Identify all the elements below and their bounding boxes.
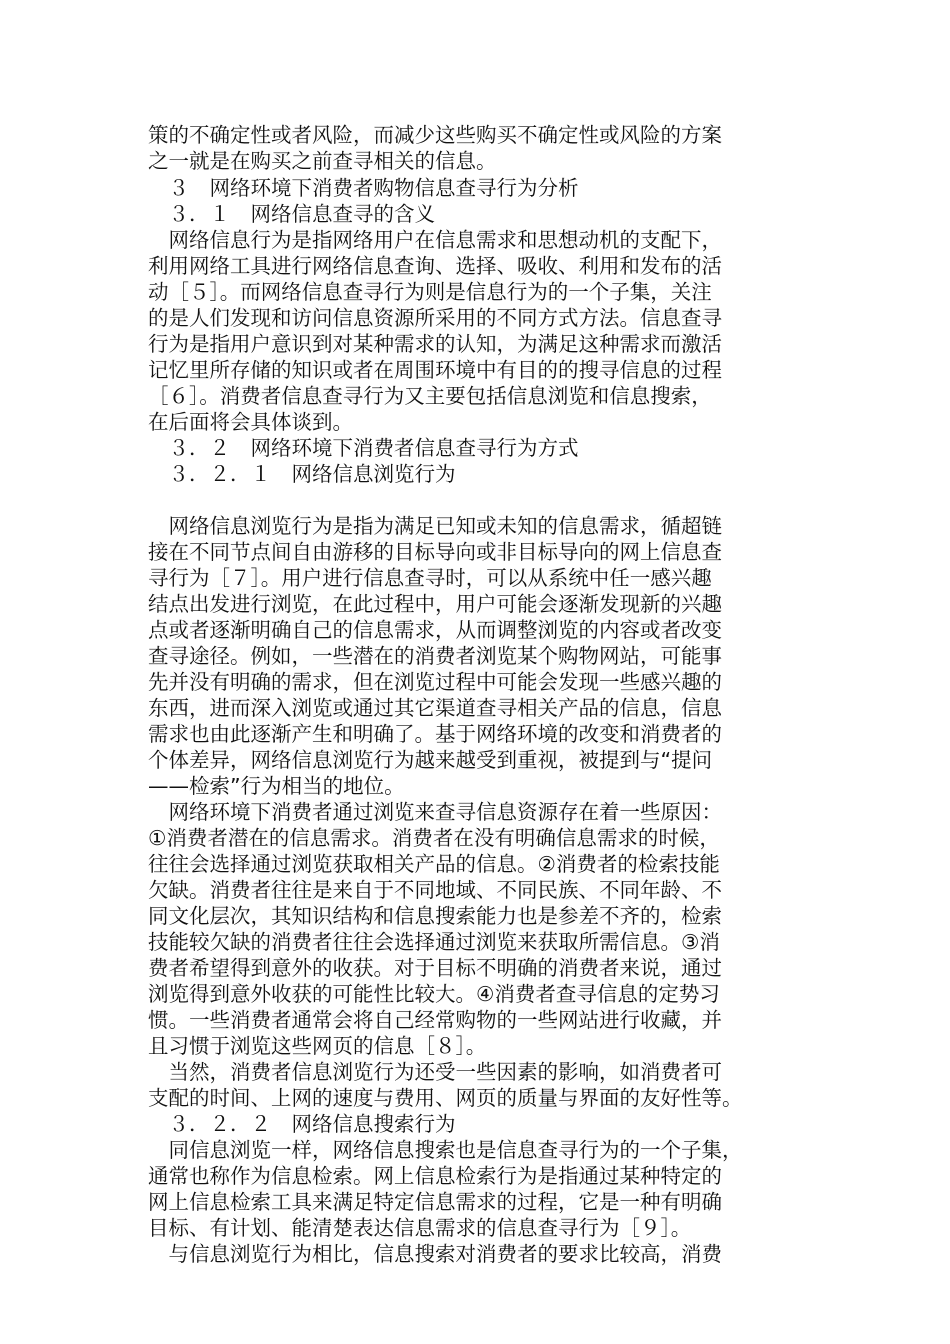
text-line: 同文化层次，其知识结构和信息搜索能力也是参差不齐的，检索 (148, 904, 722, 928)
text-line: 需求也由此逐渐产生和明确了。基于网络环境的改变和消费者的 (148, 722, 722, 746)
text-line: 行为是指用户意识到对某种需求的认知，为满足这种需求而激活 (148, 332, 722, 356)
text-line: ３．２．１ 网络信息浏览行为 (148, 462, 456, 486)
text-line: 策的不确定性或者风险，而减少这些购买不确定性或风险的方案 (148, 123, 722, 147)
text-line: ——检索”行为相当的地位。 (148, 774, 405, 798)
text-line (148, 487, 798, 513)
text-line: 记忆里所存储的知识或者在周围环境中有目的的搜寻信息的过程 (148, 358, 722, 382)
text-line: 查寻途径。例如，一些潜在的消费者浏览某个购物网站，可能事 (148, 644, 722, 668)
text-line: 网络信息浏览行为是指为满足已知或未知的信息需求，循超链 (148, 514, 722, 538)
text-line: 利用网络工具进行网络信息查询、选择、吸收、利用和发布的活 (148, 254, 722, 278)
text-line: 技能较欠缺的消费者往往会选择通过浏览来获取所需信息。③消 (148, 930, 720, 954)
text-line: 欠缺。消费者往往是来自于不同地域、不同民族、不同年龄、不 (148, 878, 722, 902)
text-line: 惯。一些消费者通常会将自己经常购物的一些网站进行收藏，并 (148, 1008, 722, 1032)
text-line: 寻行为［７］。用户进行信息查寻时，可以从系统中任一感兴趣 (148, 566, 712, 590)
text-line: ３．２ 网络环境下消费者信息查寻行为方式 (148, 436, 579, 460)
text-line: ①消费者潜在的信息需求。消费者在没有明确信息需求的时候， (148, 826, 720, 850)
text-line: ３．２．２ 网络信息搜索行为 (148, 1112, 456, 1136)
text-line: 网络环境下消费者通过浏览来查寻信息资源存在着一些原因： (148, 800, 722, 824)
text-line: 与信息浏览行为相比，信息搜索对消费者的要求比较高，消费 (148, 1242, 722, 1266)
text-line: 先并没有明确的需求，但在浏览过程中可能会发现一些感兴趣的 (148, 670, 722, 694)
text-line: 支配的时间、上网的速度与费用、网页的质量与界面的友好性等。 (148, 1086, 743, 1110)
text-line: 通常也称作为信息检索。网上信息检索行为是指通过某种特定的 (148, 1164, 722, 1188)
text-line: 在后面将会具体谈到。 (148, 410, 353, 434)
text-line: 目标、有计划、能清楚表达信息需求的信息查寻行为［９］。 (148, 1216, 692, 1240)
text-line: 网络信息行为是指网络用户在信息需求和思想动机的支配下， (148, 228, 722, 252)
text-line: 个体差异，网络信息浏览行为越来越受到重视，被提到与“提问 (148, 748, 713, 772)
text-line: 往往会选择通过浏览获取相关产品的信息。②消费者的检索技能 (148, 852, 720, 876)
text-line: ３ 网络环境下消费者购物信息查寻行为分析 (148, 176, 579, 200)
text-line: 当然，消费者信息浏览行为还受一些因素的影响，如消费者可 (148, 1060, 722, 1084)
text-line: 费者希望得到意外的收获。对于目标不明确的消费者来说，通过 (148, 956, 722, 980)
text-line: 动［５］。而网络信息查寻行为则是信息行为的一个子集，关注 (148, 280, 712, 304)
text-line: 且习惯于浏览这些网页的信息［８］。 (148, 1034, 487, 1058)
text-line: ［６］。消费者信息查寻行为又主要包括信息浏览和信息搜索， (148, 384, 712, 408)
text-line: 接在不同节点间自由游移的目标导向或非目标导向的网上信息查 (148, 540, 722, 564)
text-line: ３．１ 网络信息查寻的含义 (148, 202, 435, 226)
text-line: 之一就是在购买之前查寻相关的信息。 (148, 149, 497, 173)
text-line: 浏览得到意外收获的可能性比较大。④消费者查寻信息的定势习 (148, 982, 720, 1006)
text-line: 同信息浏览一样，网络信息搜索也是信息查寻行为的一个子集， (148, 1138, 743, 1162)
text-line: 网上信息检索工具来满足特定信息需求的过程，它是一种有明确 (148, 1190, 722, 1214)
text-line: 结点出发进行浏览，在此过程中，用户可能会逐渐发现新的兴趣 (148, 592, 722, 616)
text-line: 点或者逐渐明确自己的信息需求，从而调整浏览的内容或者改变 (148, 618, 722, 642)
text-line: 东西，进而深入浏览或通过其它渠道查寻相关产品的信息，信息 (148, 696, 722, 720)
text-line: 的是人们发现和访问信息资源所采用的不同方式方法。信息查寻 (148, 306, 722, 330)
